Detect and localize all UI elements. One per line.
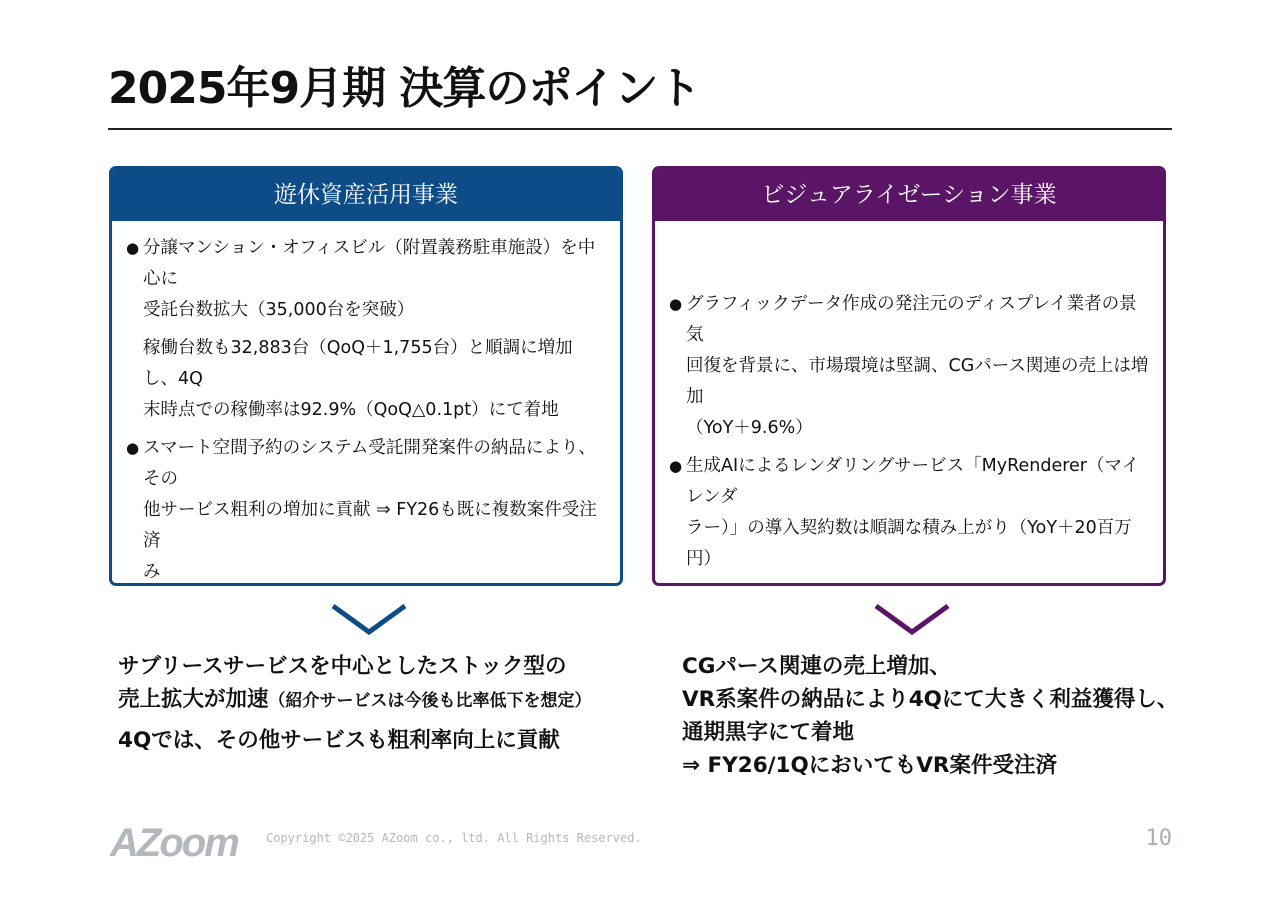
text-line: （YoY＋9.6%） <box>686 418 813 438</box>
bullet-text <box>143 433 606 586</box>
text-line: スマート空間予約のシステム受託開発案件の納品により、その <box>143 438 596 489</box>
list-item <box>669 289 1149 444</box>
bullet-text <box>686 289 1149 444</box>
list-item <box>126 233 606 426</box>
azoom-logo <box>108 818 248 864</box>
summary-line: VR系案件の納品により4Qにて大きく利益獲得し、 <box>682 687 1179 712</box>
text-line: 生成AIによるレンダリングサービス「MyRenderer（マイレンダ <box>686 456 1140 507</box>
text-line: 分譲マンション・オフィスビル（附置義務駐車施設）を中心に <box>143 238 596 289</box>
bullet-dot-icon: ● <box>669 295 683 313</box>
text-line: 受託台数拡大（35,000台を突破） <box>143 300 415 320</box>
card-heading: 遊休資産活用事業 <box>112 169 620 221</box>
page-title: 2025年9月期 決算のポイント <box>108 63 701 114</box>
summary-line <box>118 683 592 718</box>
card-heading: ビジュアライゼーション事業 <box>655 169 1163 221</box>
copyright-text: Copyright ©2025 AZoom co., ltd. All Rights Reserved. <box>266 831 642 845</box>
summary-line: サブリースサービスを中心としたストック型の <box>118 654 567 679</box>
text-line: ラー）」の導入契約数は順調な積み上がり（YoY＋20百万円） <box>686 518 1132 569</box>
card-body <box>655 221 1163 586</box>
chevron-down-icon <box>873 603 951 637</box>
bullet-dot-icon: ● <box>126 239 140 257</box>
idle-asset-business-card <box>109 166 623 586</box>
visualization-business-card <box>652 166 1166 586</box>
list-item <box>669 582 1149 586</box>
bullet-text <box>686 451 1149 575</box>
text-line: み <box>143 562 161 582</box>
summary-note: （紹介サービスは今後も比率低下を想定） <box>268 691 592 711</box>
list-item <box>126 433 606 586</box>
summary-main: 売上拡大が加速 <box>118 687 269 712</box>
list-item <box>669 451 1149 575</box>
card-body <box>112 221 620 586</box>
text-line: 回復を背景に、市場環境は堅調、CGパース関連の売上は増加 <box>686 356 1149 407</box>
svg-text:AZoom: AZoom <box>110 821 238 864</box>
text-line: 稼働台数も32,883台（QoQ＋1,755台）と順調に増加し、4Q <box>143 338 573 389</box>
summary-line: 4Qでは、その他サービスも粗利率向上に貢献 <box>118 728 560 753</box>
page-number: 10 <box>1145 826 1172 851</box>
chevron-down-icon <box>330 603 408 637</box>
title-divider <box>108 128 1172 130</box>
right-summary <box>682 650 1178 782</box>
bullet-dot-icon: ● <box>669 457 683 475</box>
bullet-dot-icon <box>669 582 682 586</box>
bullet-dot-icon: ● <box>126 439 140 457</box>
summary-line: 通期黒字にて着地 <box>682 720 855 745</box>
summary-line: ⇒ FY26/1QにおいてもVR案件受注済 <box>682 753 1057 778</box>
left-summary <box>118 650 592 757</box>
bullet-text <box>143 233 606 326</box>
text-line: 他サービス粗利の増加に貢献 ⇒ FY26も既に複数案件受注済 <box>143 500 597 551</box>
text-line: グラフィックデータ作成の発注元のディスプレイ業者の景気 <box>686 294 1137 345</box>
bullet-subtext <box>143 333 606 426</box>
bullet-text <box>686 582 1149 586</box>
summary-line: CGパース関連の売上増加、 <box>682 654 951 679</box>
text-line: 末時点での稼働率は92.9%（QoQ△0.1pt）にて着地 <box>143 400 559 420</box>
